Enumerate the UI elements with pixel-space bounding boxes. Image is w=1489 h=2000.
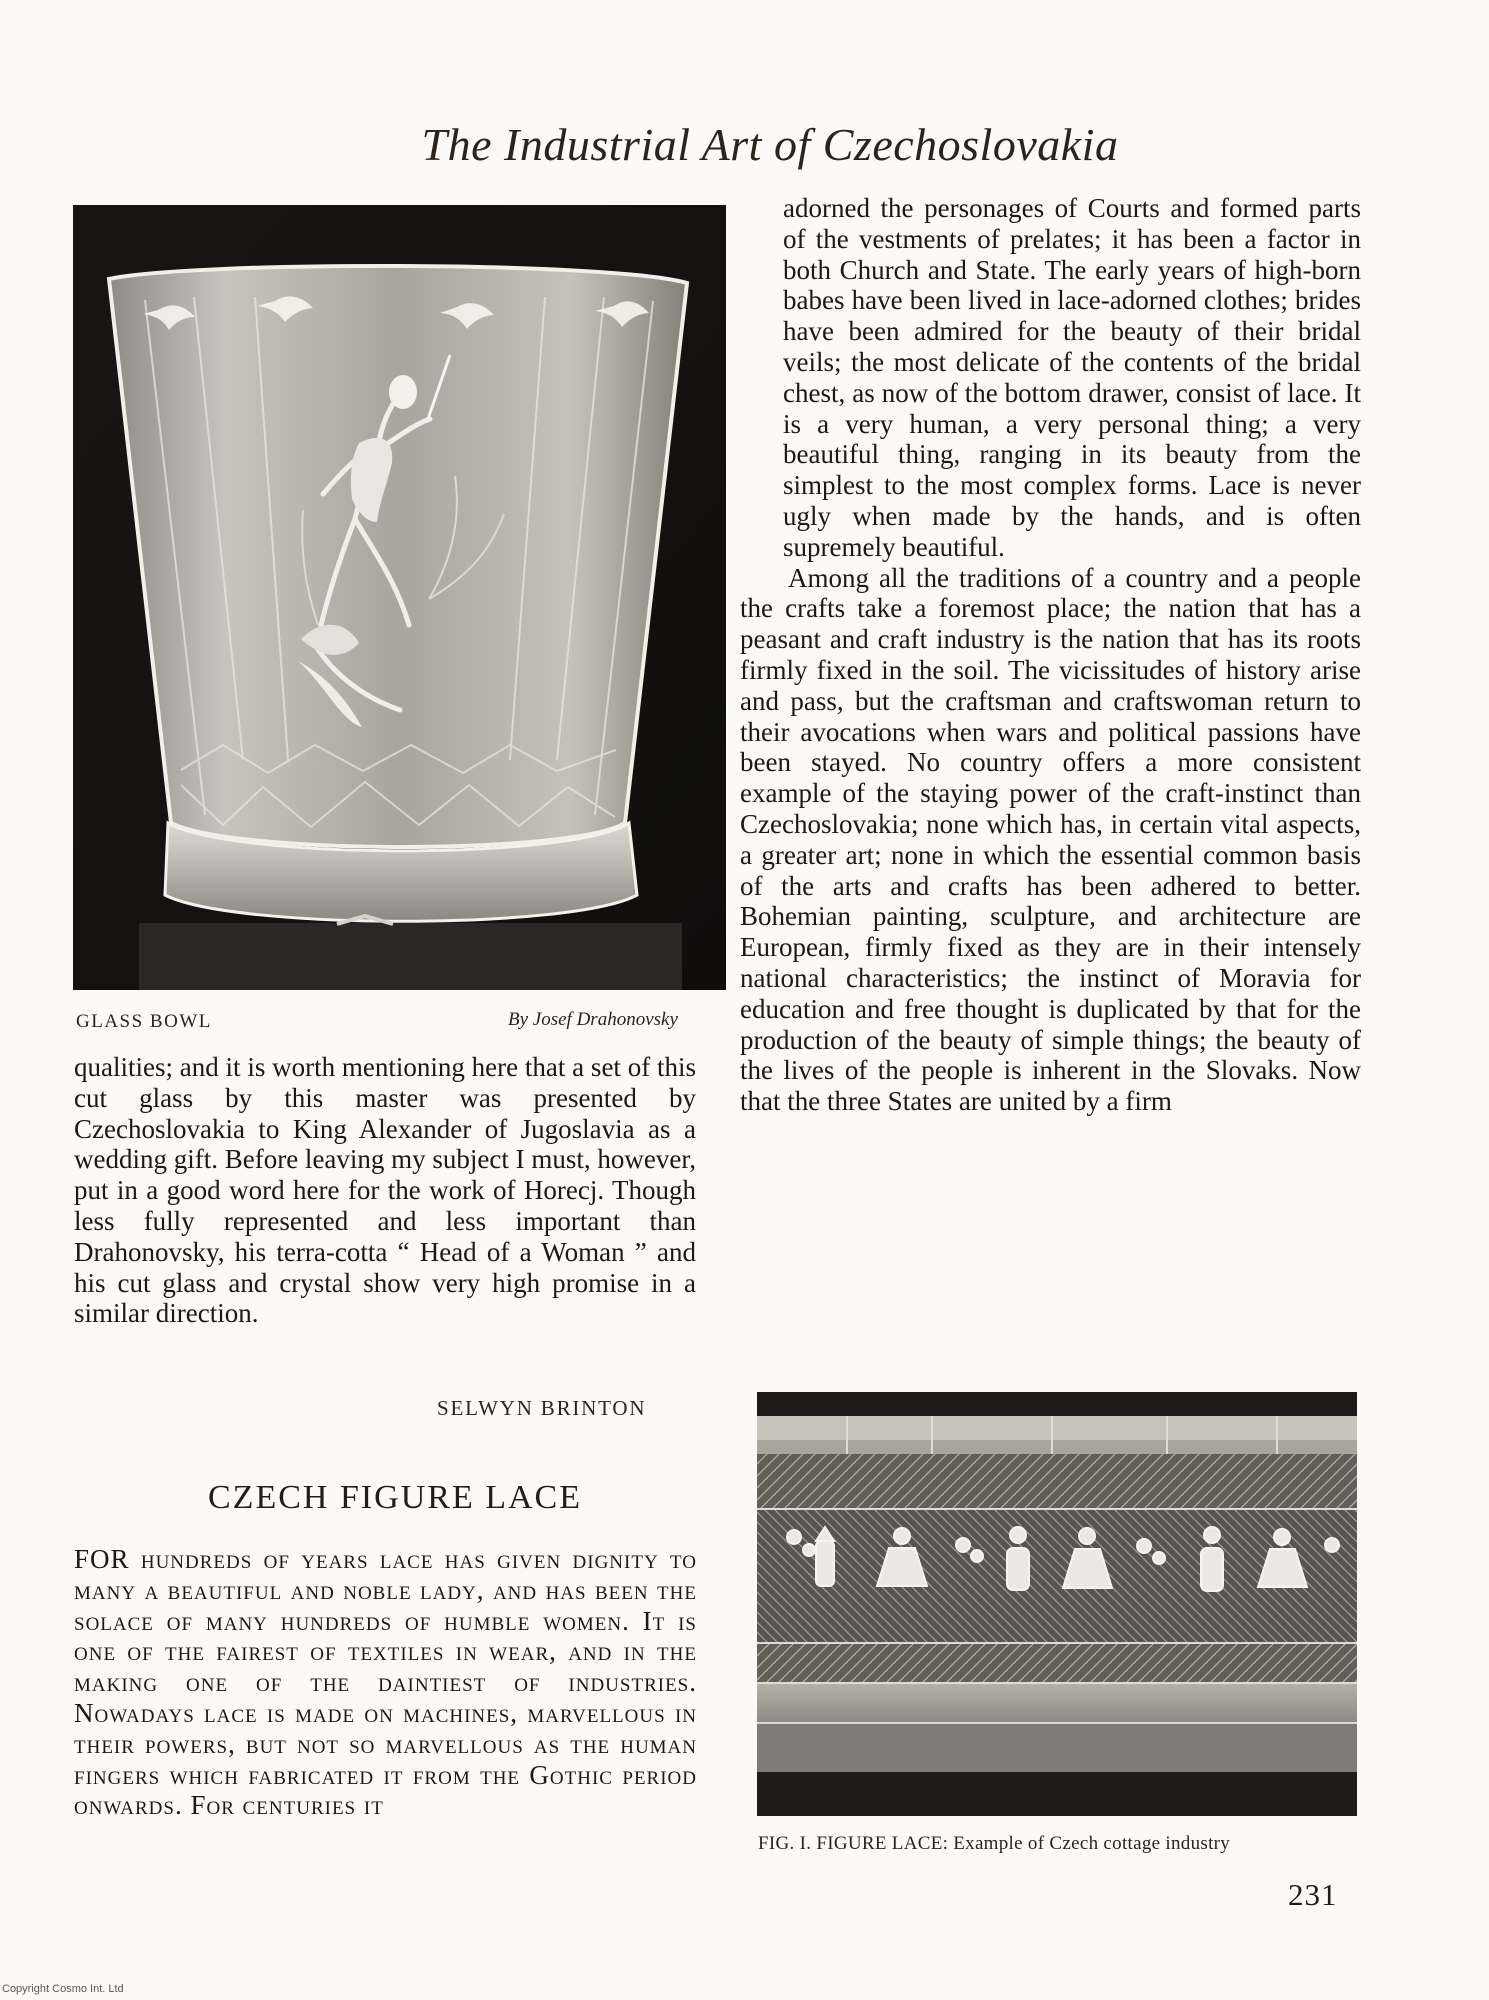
- section-title: CZECH FIGURE LACE: [208, 1479, 582, 1516]
- figure-lace-photo: [757, 1392, 1357, 1816]
- article-end-paragraph: qualities; and it is worth mentioning here that a set of this cut glass by this master was presented by Czechoslovakia to King Alexander of Jugoslavia as a wedding gift. Before leaving my subject I must, however, put in a good word here for the work of Horecj. Though less fully represented and less important than Drahonovsky, his terra-cotta “ Head of a Woman ” and his cut glass and crystal show very high promise in a similar direction.: [74, 1052, 697, 1329]
- copyright-notice: Copyright Cosmo Int. Ltd: [2, 1983, 124, 1995]
- lace-paragraph-two: Among all the traditions of a country and a people the crafts take a foremost place; the nation that has a peasant and craft industry is the nation that has its roots firmly fixed in the soil. The vicissitudes of history arise and pass, but the craftsman and craftswoman return to their avocations when wars and political passions have been stayed. No country offers a more consistent example of the staying power of the craft-instinct than Czechoslovakia; none which has, in certain vital aspects, a greater art; none in which the essential common basis of the arts and crafts has been adhered to better. Bohemian painting, sculpture, and architecture are European, firmly fixed as they are in their intensely national characteristics; the instinct of Moravia for education and free thought is duplicated by that for the production of the beauty of simple things; the beauty of the lives of the people is inherent in the Slovaks. Now that the three States are united by a firm: [740, 562, 1361, 1117]
- article-author: SELWYN BRINTON: [437, 1396, 647, 1420]
- glass-bowl-caption-title: GLASS BOWL: [76, 1011, 212, 1032]
- glass-bowl-illustration: [73, 205, 726, 990]
- lace-paragraph-continuation: adorned the personages of Courts and formed parts of the vestments of prelates; it has been a factor in both Church and State. The early years of high-born babes have been lived in lace-adorned clothes; brides have been admired for the beauty of their bridal veils; the most delicate of the contents of the bridal chest, as now of the bottom drawer, consist of lace. It is a very human, a very personal thing; a very beautiful thing, ranging in its beauty from the simplest to the most complex forms. Lace is never ugly when made by the hands, and is often supremely beautiful.: [783, 193, 1361, 562]
- figure-lace-illustration: [757, 1392, 1357, 1816]
- lace-article-right-column: [740, 193, 1361, 1117]
- lace-paragraph-start: FOR hundreds of years lace has given dignity to many a beautiful and noble lady, and has been the solace of many hundreds of humble women. It is one of the fairest of textiles in wear, and in the making one of the daintiest of industries. Nowadays lace is made on machines, marvellous in their powers, but not so marvellous as the human fingers which fabricated it from the Gothic period onwards. For centuries it: [74, 1544, 697, 1821]
- lace-article-left-column: [74, 1544, 697, 1821]
- page-number: 231: [1288, 1877, 1338, 1912]
- glass-bowl-photo: [73, 205, 726, 990]
- article-end-text-column: [74, 1052, 696, 1329]
- glass-bowl-caption-credit: By Josef Drahonovsky: [508, 1009, 678, 1030]
- running-head: The Industrial Art of Czechoslovakia: [421, 119, 1119, 170]
- figure-lace-caption: FIG. I. FIGURE LACE: Example of Czech cottage industry: [758, 1833, 1231, 1854]
